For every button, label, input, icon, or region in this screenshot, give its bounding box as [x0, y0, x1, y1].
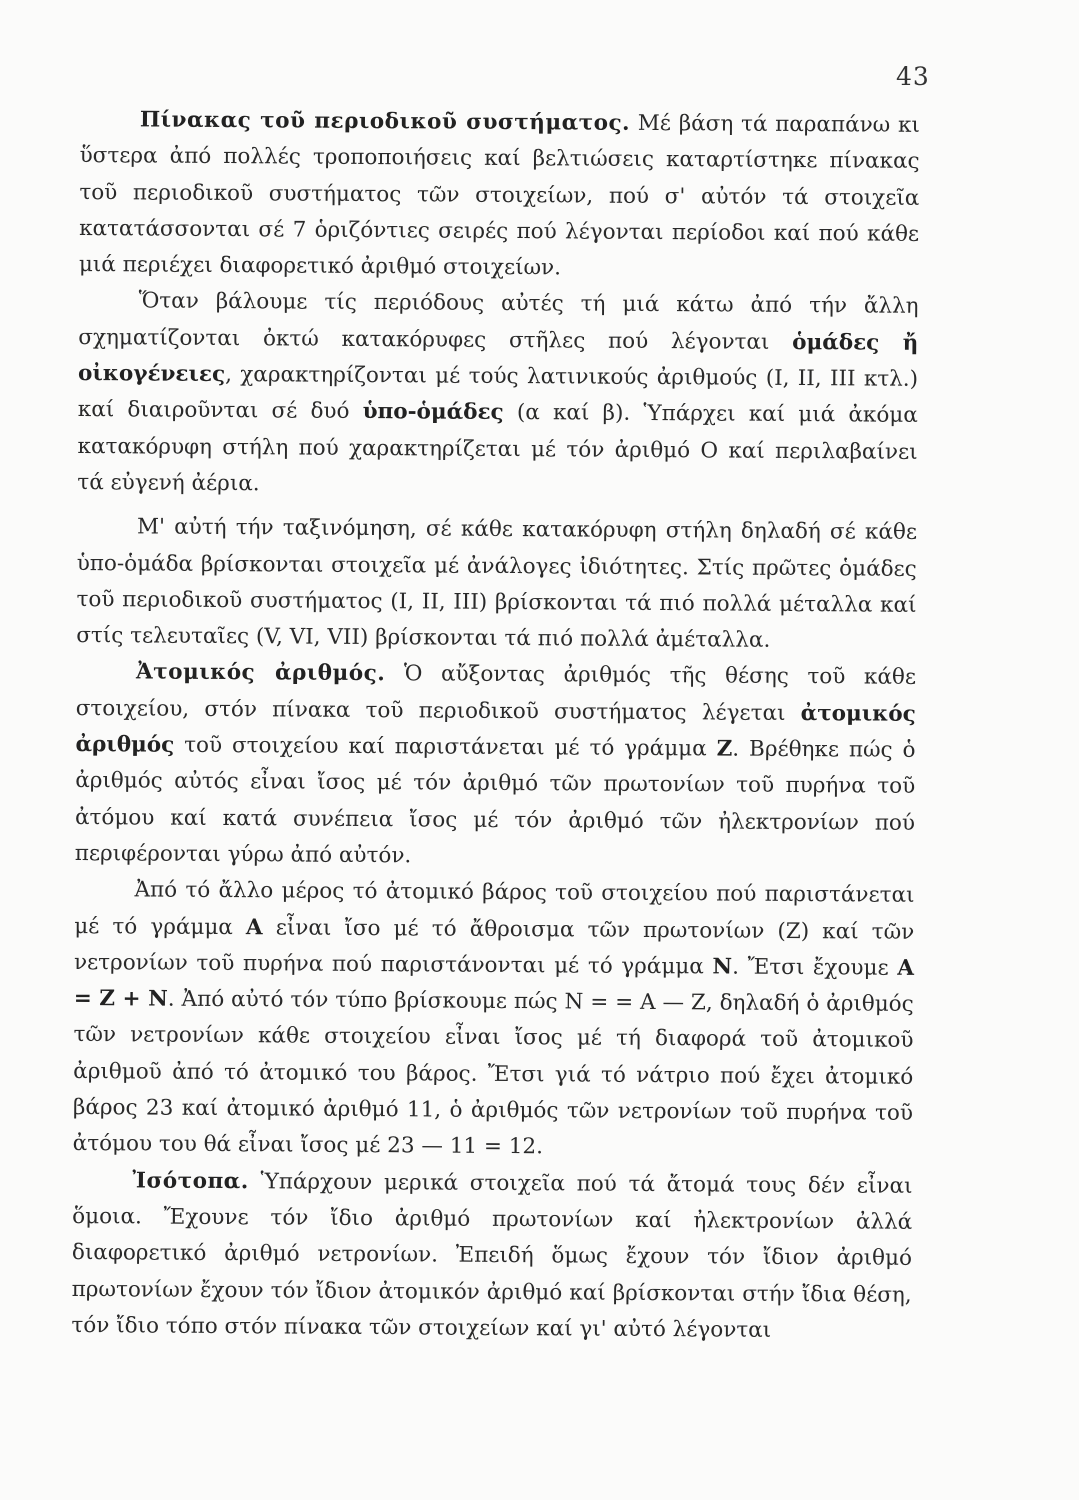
- section-heading-isotopes: Ἰσότοπα.: [132, 1168, 249, 1194]
- paragraph-isotopes: [71, 1163, 912, 1350]
- section-heading-periodic-table: Πίνακας τοῦ περιοδικοῦ συστήματος.: [139, 107, 631, 136]
- paragraph-text: . Βρέθηκε πώς ὁ ἀριθμός αὐτός εἶναι ἴσος μέ τόν ἀριθμό τῶν πρωτονίων τοῦ πυρήνα τοῦ ἀτόμου καί κατά συνέπεια ἴσος μέ τόν ἀριθμό τῶν ἠλεκτρονίων πού περιφέρονται γύρω ἀπό αὐτόν.: [74, 736, 916, 869]
- page-number: 43: [896, 62, 930, 91]
- paragraph-text: . Ἔτσι ἔχουμε: [732, 954, 898, 981]
- symbol-z: Ζ: [716, 736, 733, 762]
- paragraph-text: τοῦ στοιχείου καί παριστάνεται μέ τό γράμμα: [174, 732, 717, 762]
- paragraph-text: Ἀπό τό ἄλλο μέρος τό ἀτομικό βάρος τοῦ στοιχείου πού παριστάνεται μέ τό γράμμα: [74, 877, 915, 940]
- paragraph-text: Ὁ αὔξοντας ἀριθμός τῆς θέσης τοῦ κάθε στοιχείου, στόν πίνακα τοῦ περιοδικοῦ συστήματος λέγεται: [75, 661, 917, 726]
- paragraph-text: , χαρακτηρίζονται μέ τούς λατινικούς ἀριθμούς (Ι, ΙΙ, ΙΙΙ κτλ.) καί διαιροῦνται σέ δυό: [77, 362, 919, 425]
- term-groups: ὁμάδες ἤ οἰκογένειες: [78, 329, 919, 388]
- paragraph-text: . Ἀπό αὐτό τόν τύπο βρίσκουμε πώς Ν = = Α — Ζ, δηλαδή ὁ ἀριθμός τῶν νετρονίων κάθε στοιχείου εἶναι ἴσος μέ τή διαφορά τοῦ ἀτομικοῦ ἀριθμοῦ ἀπό τό ἀτομικό του βάρος. Ἔτσι γιά τό νάτριο πού ἔχει ἀτομικό βάρος 23 καί ἀτομικό ἀριθμό 11, ὁ ἀριθμός τῶν νετρονίων τοῦ πυρήνα τοῦ ἀτόμου του θά εἶναι ἴσος μέ 23 — 11 = 12.: [72, 986, 914, 1160]
- paragraph-groups: [77, 283, 918, 507]
- symbol-n: Ν: [712, 954, 733, 980]
- paragraph-atomic-weight: [73, 872, 915, 1168]
- paragraph-text: Μέ βάση τά παραπάνω κι ὕστερα ἀπό πολλές τροποποιήσεις καί βελτιώσεις καταρτίστηκε πίνακας τοῦ περιοδικοῦ συστήματος τῶν στοιχείων, πού σ' αὐτόν τά στοιχεῖα κατατάσσονται σέ 7 ὁριζόντιες σειρές πού λέγονται περίοδοι καί πού κάθε μιά περιέχει διαφορετικό ἀριθμό στοιχείων.: [78, 110, 920, 281]
- paragraph-classification: [76, 509, 917, 660]
- section-heading-atomic-number: Ἀτομικός ἀριθμός.: [135, 659, 386, 687]
- term-subgroups: ὑπο-ὁμάδες: [362, 399, 504, 426]
- paragraph-text: εἶναι ἴσο μέ τό ἄθροισμα τῶν πρωτονίων (Ζ) καί τῶν νετρονίων τοῦ πυρήνα πού παριστάνονται μέ τό γράμμα: [73, 914, 915, 980]
- body-text: [71, 102, 920, 1350]
- paragraph-text: (α καί β). Ὑπάρχει καί μιά ἀκόμα κατακόρυφη στήλη πού χαρακτηρίζεται μέ τόν ἀριθμό Ο καί περιλαβαίνει τά εὐγενή ἀέρια.: [77, 400, 918, 497]
- term-atomic-number: ἀτομικός ἀριθμός: [75, 700, 916, 758]
- paragraph-text: Μ' αὐτή τήν ταξινόμηση, σέ κάθε κατακόρυφη στήλη δηλαδή σέ κάθε ὑπο-ὁμάδα βρίσκονται στοιχεῖα μέ ἀνάλογες ἰδιότητες. Στίς πρῶτες ὁμάδες τοῦ περιοδικοῦ συστήματος (Ι, ΙΙ, ΙΙΙ) βρίσκονται τά πιό πολλά μέταλλα καί στίς τελευταῖες (V, VI, VII) βρίσκονται τά πιό πολλά ἀμέταλλα.: [76, 514, 918, 653]
- paragraph-text: Ὑπάρχουν μερικά στοιχεῖα πού τά ἄτομά τους δέν εἶναι ὅμοια. Ἔχουνε τόν ἴδιο ἀριθμό πρωτονίων καί ἠλεκτρονίων ἀλλά διαφορετικό ἀριθμό νετρονίων. Ἐπειδή ὅμως ἔχουν τόν ἴδιον ἀριθμό πρωτονίων ἔχουν τόν ἴδιον ἀτομικόν ἀριθμό καί βρίσκονται στήν ἴδια θέση, τόν ἴδιο τόπο στόν πίνακα τῶν στοιχείων καί γι' αὐτό λέγονται: [71, 1168, 913, 1343]
- paragraph-periodic-table: [79, 102, 920, 289]
- paragraph-text: Ὅταν βάλουμε τίς περιόδους αὐτές τή μιά κάτω ἀπό τήν ἄλλη σχηματίζονται ὀκτώ κατακόρυφες στῆλες πού λέγονται: [78, 288, 919, 355]
- formula: Α = Ζ + Ν: [73, 955, 915, 1012]
- paragraph-atomic-number: [75, 654, 916, 878]
- symbol-a: Α: [245, 914, 263, 940]
